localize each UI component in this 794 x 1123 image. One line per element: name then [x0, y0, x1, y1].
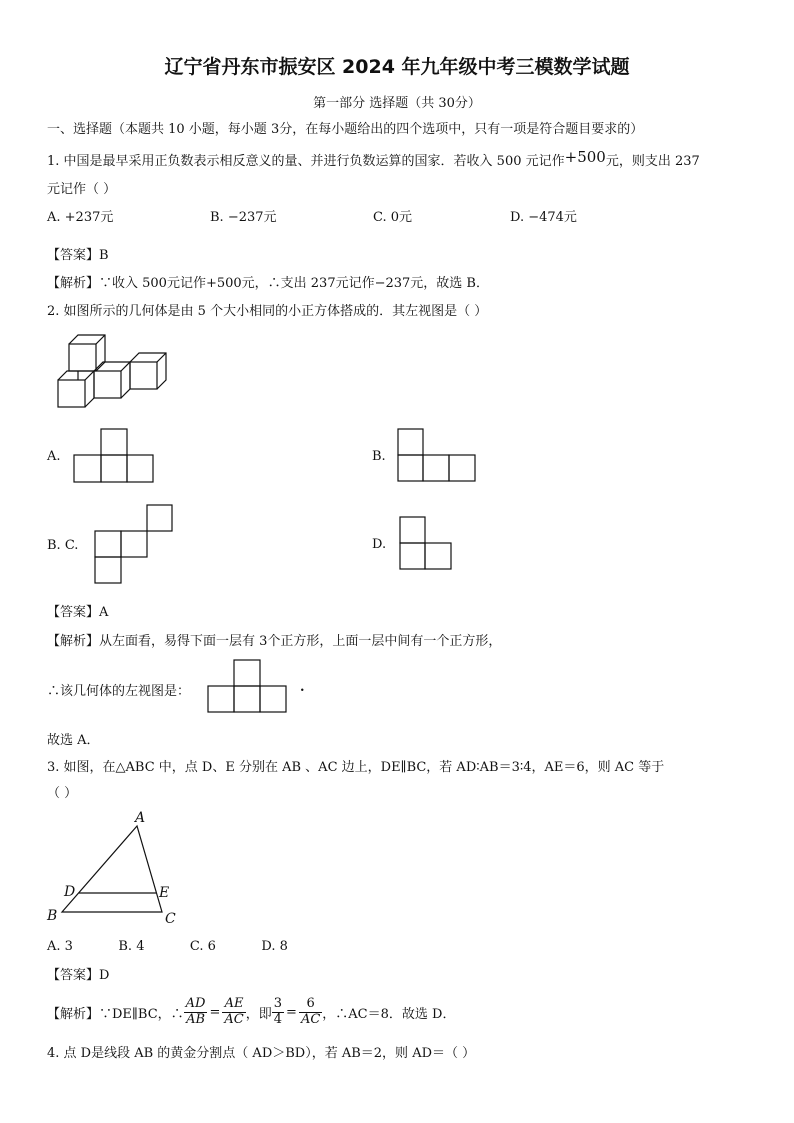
fraction-ae-ac: $\frac{AE}{AC}$: [224, 996, 244, 1027]
q3-analysis: 【解析】∵DE∥BC，∴ $\frac{AD}{AB}$ = $\frac{AE}{AC}$ ，即 $\frac{3}{4}$ = $\frac{6}{AC}$ ，∴AC＝8．故选 D．: [47, 996, 456, 1027]
label-d: D: [64, 884, 76, 900]
label-b: B: [47, 908, 58, 924]
q1-option-b: B. −237元: [210, 210, 277, 225]
q2-conclusion: ∴该几何体的左视图是：: [47, 684, 191, 699]
q3-options: A. 3 B. 4 C. 6 D. 8: [47, 939, 288, 954]
q2-option-b-figure: [398, 429, 475, 481]
q2-period: .: [300, 680, 305, 695]
q4-stem: 4. 点 D是线段 AB 的黄金分割点（ AD＞BD），若 AB＝2，则 AD＝（ ）: [47, 1046, 476, 1061]
q3-triangle-figure: [46, 810, 176, 927]
fraction-ad-ab: $\frac{AD}{AB}$: [185, 996, 206, 1027]
q2-option-c: B. C.: [47, 538, 79, 553]
q1-option-c: C. 0元: [373, 210, 413, 225]
section-heading: 一、选择题（本题共 10 小题，每小题 3分，在每小题给出的四个选项中，只有一项是符合题目要求的）: [47, 122, 644, 137]
q2-stem: 2. 如图所示的几何体是由 5 个大小相同的小正方体搭成的．其左视图是（ ）: [47, 304, 488, 319]
q3-stem: 3. 如图，在△ABC 中，点 D、E 分别在 AB 、AC 边上，DE∥BC，若 AD∶AB＝3∶4，AE＝6，则 AC 等于: [47, 760, 665, 775]
q1-stem-line2: 元记作（ ）: [47, 182, 117, 197]
q2-option-d-figure: [400, 517, 451, 569]
label-e: E: [159, 885, 170, 901]
q2-option-d: D.: [372, 537, 387, 552]
q2-option-b: B.: [372, 449, 386, 464]
q2-option-c-figure: [95, 505, 172, 583]
q1-option-a: A. +237元: [47, 210, 114, 225]
label-a: A: [135, 810, 146, 826]
q2-option-a: A.: [47, 449, 61, 464]
q2-final: 故选 A．: [47, 733, 100, 748]
label-c: C: [165, 911, 176, 927]
q2-answer: 【答案】A: [47, 605, 109, 620]
q1-analysis: 【解析】∵收入 500元记作+500元，∴支出 237元记作−237元，故选 B．: [47, 276, 489, 291]
section-subtitle: 第一部分 选择题（共 30分）: [313, 96, 481, 111]
fraction-3-4: $\frac{3}{4}$: [273, 996, 283, 1027]
q1-plus-500: +500: [564, 148, 606, 166]
q1-stem-line1: 1. 中国是最早采用正负数表示相反意义的量、并进行负数运算的国家．若收入 500 元记作+500元，则支出 237: [47, 148, 700, 169]
q1-answer: 【答案】B: [47, 248, 109, 263]
q2-option-a-figure: [74, 429, 153, 482]
q2-analysis-left-view: [208, 660, 286, 712]
q3-paren: （ ）: [47, 786, 78, 801]
page-title: 辽宁省丹东市振安区 2024 年九年级中考三模数学试题: [164, 56, 630, 78]
q2-analysis: 【解析】从左面看，易得下面一层有 3个正方形，上面一层中间有一个正方形，: [47, 634, 502, 649]
q1-option-d: D. −474元: [510, 210, 577, 225]
q3-answer: 【答案】D: [47, 968, 110, 983]
fraction-6-ac: $\frac{6}{AC}$: [300, 996, 321, 1027]
